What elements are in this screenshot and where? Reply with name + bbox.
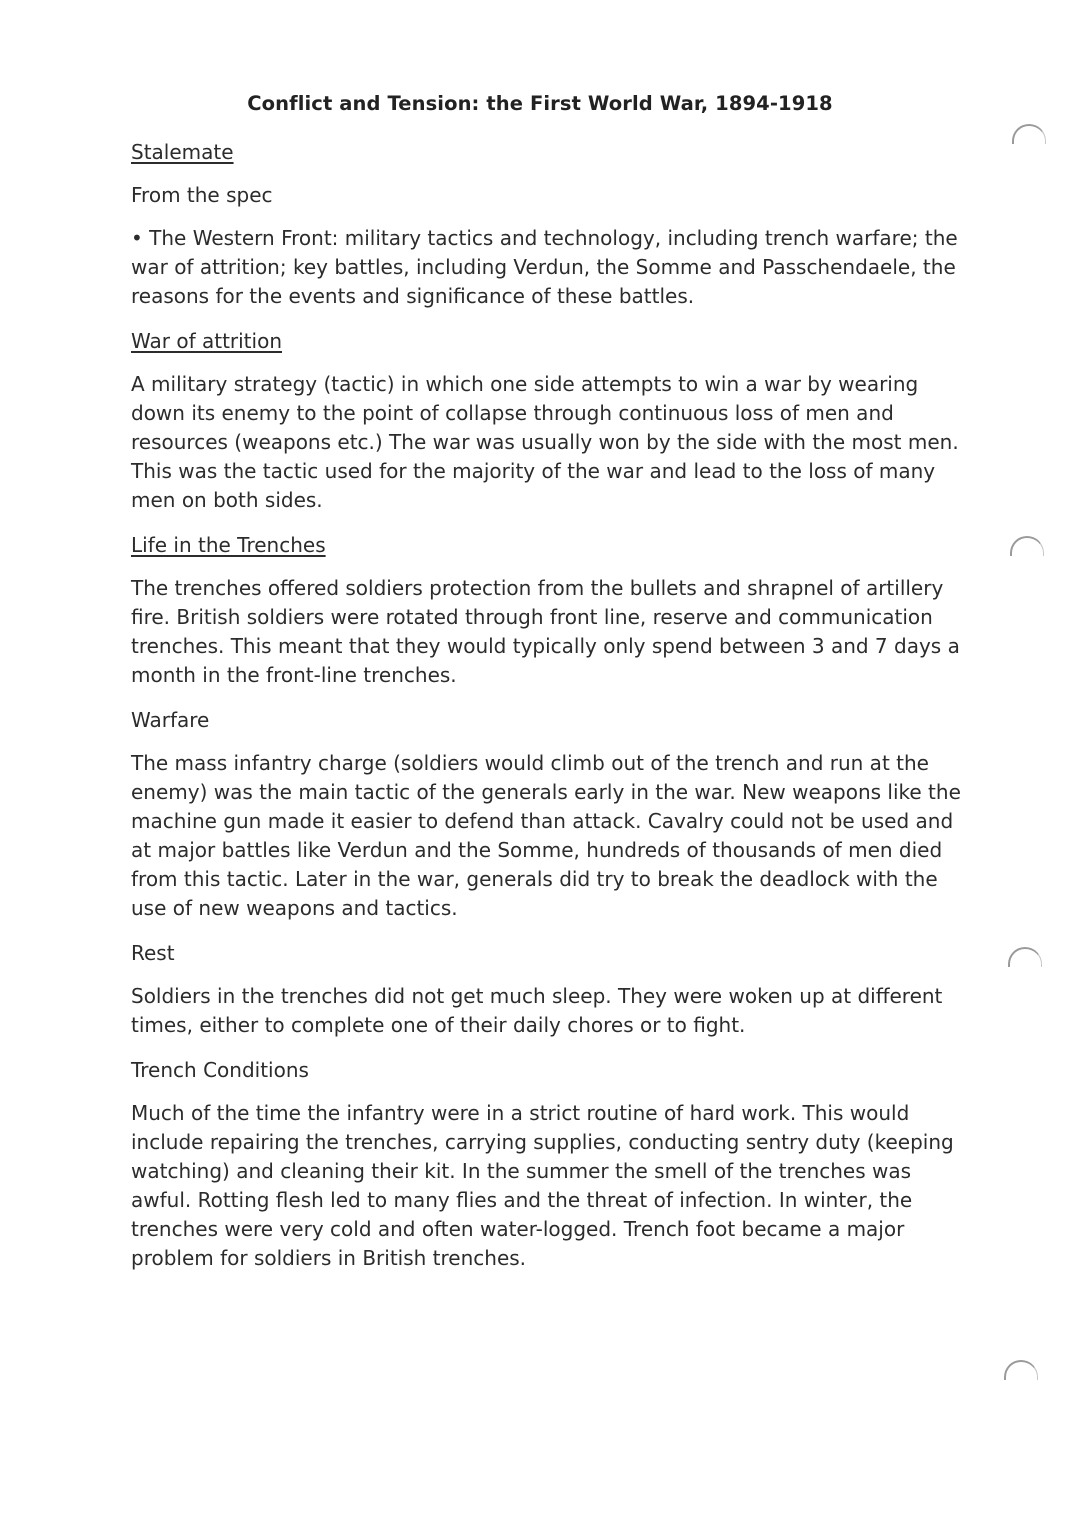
punch-hole-mark-4 — [1004, 1360, 1038, 1380]
warfare-paragraph: The mass infantry charge (soldiers would climb out of the trench and run at the enemy) was the main tactic of the generals early in the war. New weapons like the machine gun made it easier to defend than attack. Cavalry could not be used and at major battles like Verdun and the Somme, hundreds of thousands of men died from this tactic. Later in the war, generals did try to break the deadlock with the use of new weapons and tactics. — [131, 751, 961, 920]
attrition-paragraph: A military strategy (tactic) in which one side attempts to win a war by wearing down its enemy to the point of collapse through continuous loss of men and resources (weapons etc.) The war was usually won by the side with the most men. This was the tactic used for the majority of the war and lead to the loss of many men on both sides. — [131, 372, 959, 512]
rest-paragraph: Soldiers in the trenches did not get much sleep. They were woken up at different times, either to complete one of their daily chores or to fight. — [131, 984, 943, 1037]
heading-warfare: Warfare — [131, 708, 210, 732]
document-body — [131, 138, 961, 1273]
conditions-paragraph: Much of the time the infantry were in a strict routine of hard work. This would include repairing the trenches, carrying supplies, conducting sentry duty (keeping watching) and cleaning their kit. In the summer the smell of the trenches was awful. Rotting flesh led to many flies and the threat of infection. In winter, the trenches were very cold and often water-logged. Trench foot became a major problem for soldiers in British trenches. — [131, 1101, 954, 1270]
document-title: Conflict and Tension: the First World War, 1894-1918 — [247, 92, 833, 115]
punch-hole-mark-1 — [1012, 124, 1046, 144]
heading-stalemate: Stalemate — [131, 140, 234, 164]
heading-from-the-spec: From the spec — [131, 183, 273, 207]
life-paragraph: The trenches offered soldiers protection from the bullets and shrapnel of artillery fire. British soldiers were rotated through front line, reserve and communication trenches. This meant that they would typically only spend between 3 and 7 days a month in the front-line trenches. — [131, 576, 960, 687]
heading-life-in-the-trenches: Life in the Trenches — [131, 533, 326, 557]
heading-trench-conditions: Trench Conditions — [131, 1058, 309, 1082]
heading-war-of-attrition: War of attrition — [131, 329, 282, 353]
spec-bullet-text: • The Western Front: military tactics and technology, including trench warfare; the war of attrition; key battles, including Verdun, the Somme and Passchendaele, the reasons for the events and significance of these battles. — [131, 226, 958, 308]
heading-rest: Rest — [131, 941, 175, 965]
punch-hole-mark-2 — [1010, 536, 1044, 556]
punch-hole-mark-3 — [1008, 947, 1042, 967]
